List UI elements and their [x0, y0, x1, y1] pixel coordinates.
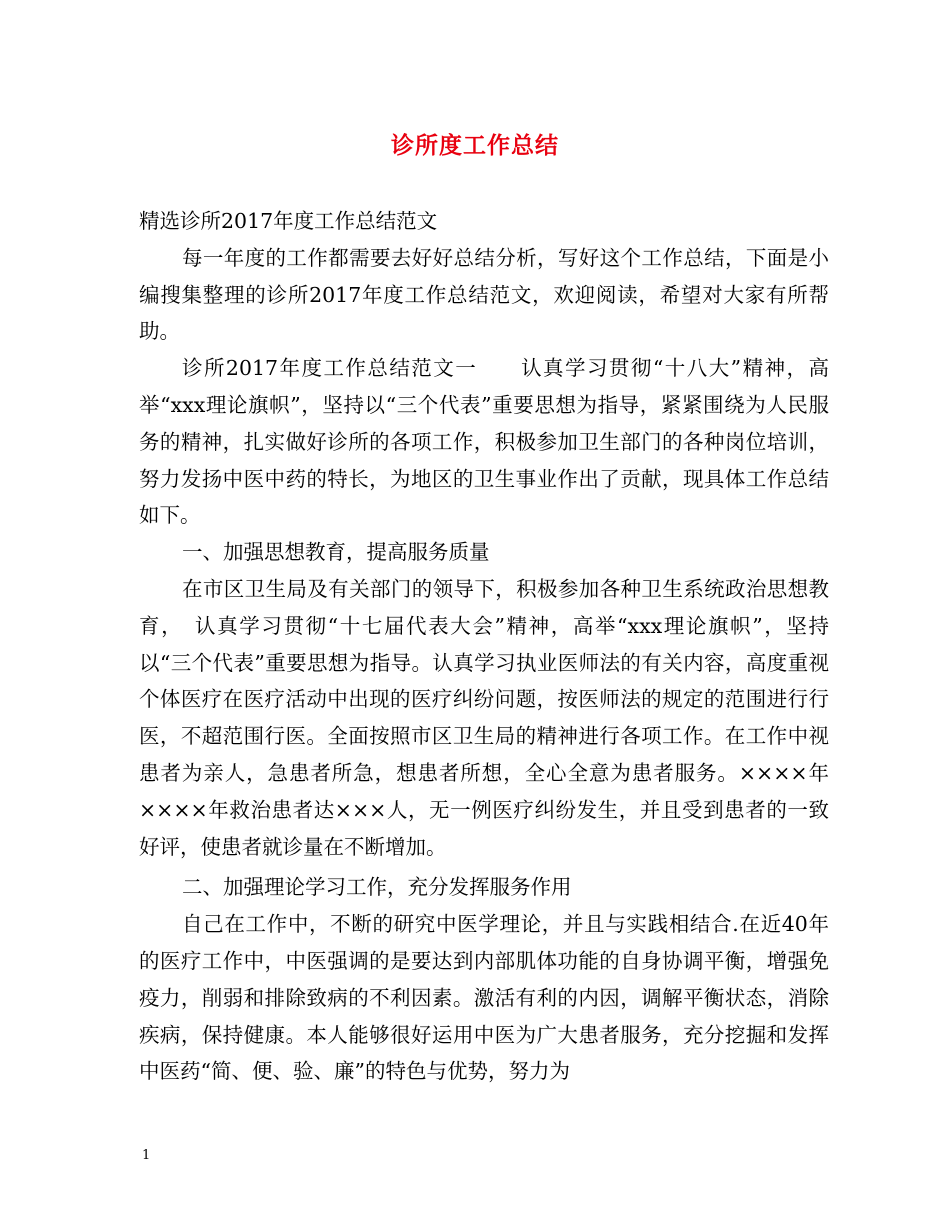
page-number: 1 [142, 1148, 151, 1163]
paragraph-section-one: 在市区卫生局及有关部门的领导下，积极参加各种卫生系统政治思想教育， 认真学习贯彻“十七届代表大会”精神，高举“xxx理论旗帜”，坚持以“三个代表”重要思想为指导。认真学习执业医师法的有关内容，高度重视个体医疗在医疗活动中出现的医疗纠纷问题，按医师法的规定的范围进行行医，不超范围行医。全面按照市区卫生局的精神进行各项工作。在工作中视患者为亲人，急患者所急，想患者所想，全心全意为患者服务。××××年××××年救治患者达×××人，无一例医疗纠纷发生，并且受到患者的一致好评，使患者就诊量在不断增加。 [139, 576, 829, 859]
paragraph-subtitle: 精选诊所2017年度工作总结范文 [139, 209, 438, 233]
paragraph-sample-one: 诊所2017年度工作总结范文一 认真学习贯彻“十八大”精神，高举“xxx理论旗帜”，坚持以“三个代表”重要思想为指导，紧紧围绕为人民服务的精神，扎实做好诊所的各项工作，积极参加卫生部门的各种岗位培训，努力发扬中医中药的特长，为地区的卫生事业作出了贡献，现具体工作总结如下。 [139, 356, 829, 528]
paragraph-section-two: 自己在工作中，不断的研究中医学理论，并且与实践相结合.在近40年的医疗工作中，中医强调的是要达到内部肌体功能的自身协调平衡，增强免疫力，削弱和排除致病的不利因素。激活有利的内因，调解平衡状态，消除疾病，保持健康。本人能够很好运用中医为广大患者服务，充分挖掘和发挥中医药“简、便、验、廉”的特色与优势，努力为 [139, 912, 829, 1084]
document-body [139, 203, 829, 1090]
document-title: 诊所度工作总结 [391, 133, 559, 159]
section-heading-two: 二、加强理论学习工作，充分发挥服务作用 [182, 875, 572, 900]
paragraph-intro: 每一年度的工作都需要去好好总结分析，写好这个工作总结，下面是小编搜集整理的诊所2017年度工作总结范文，欢迎阅读，希望对大家有所帮助。 [139, 245, 829, 344]
section-heading-one: 一、加强思想教育，提高服务质量 [182, 540, 490, 565]
